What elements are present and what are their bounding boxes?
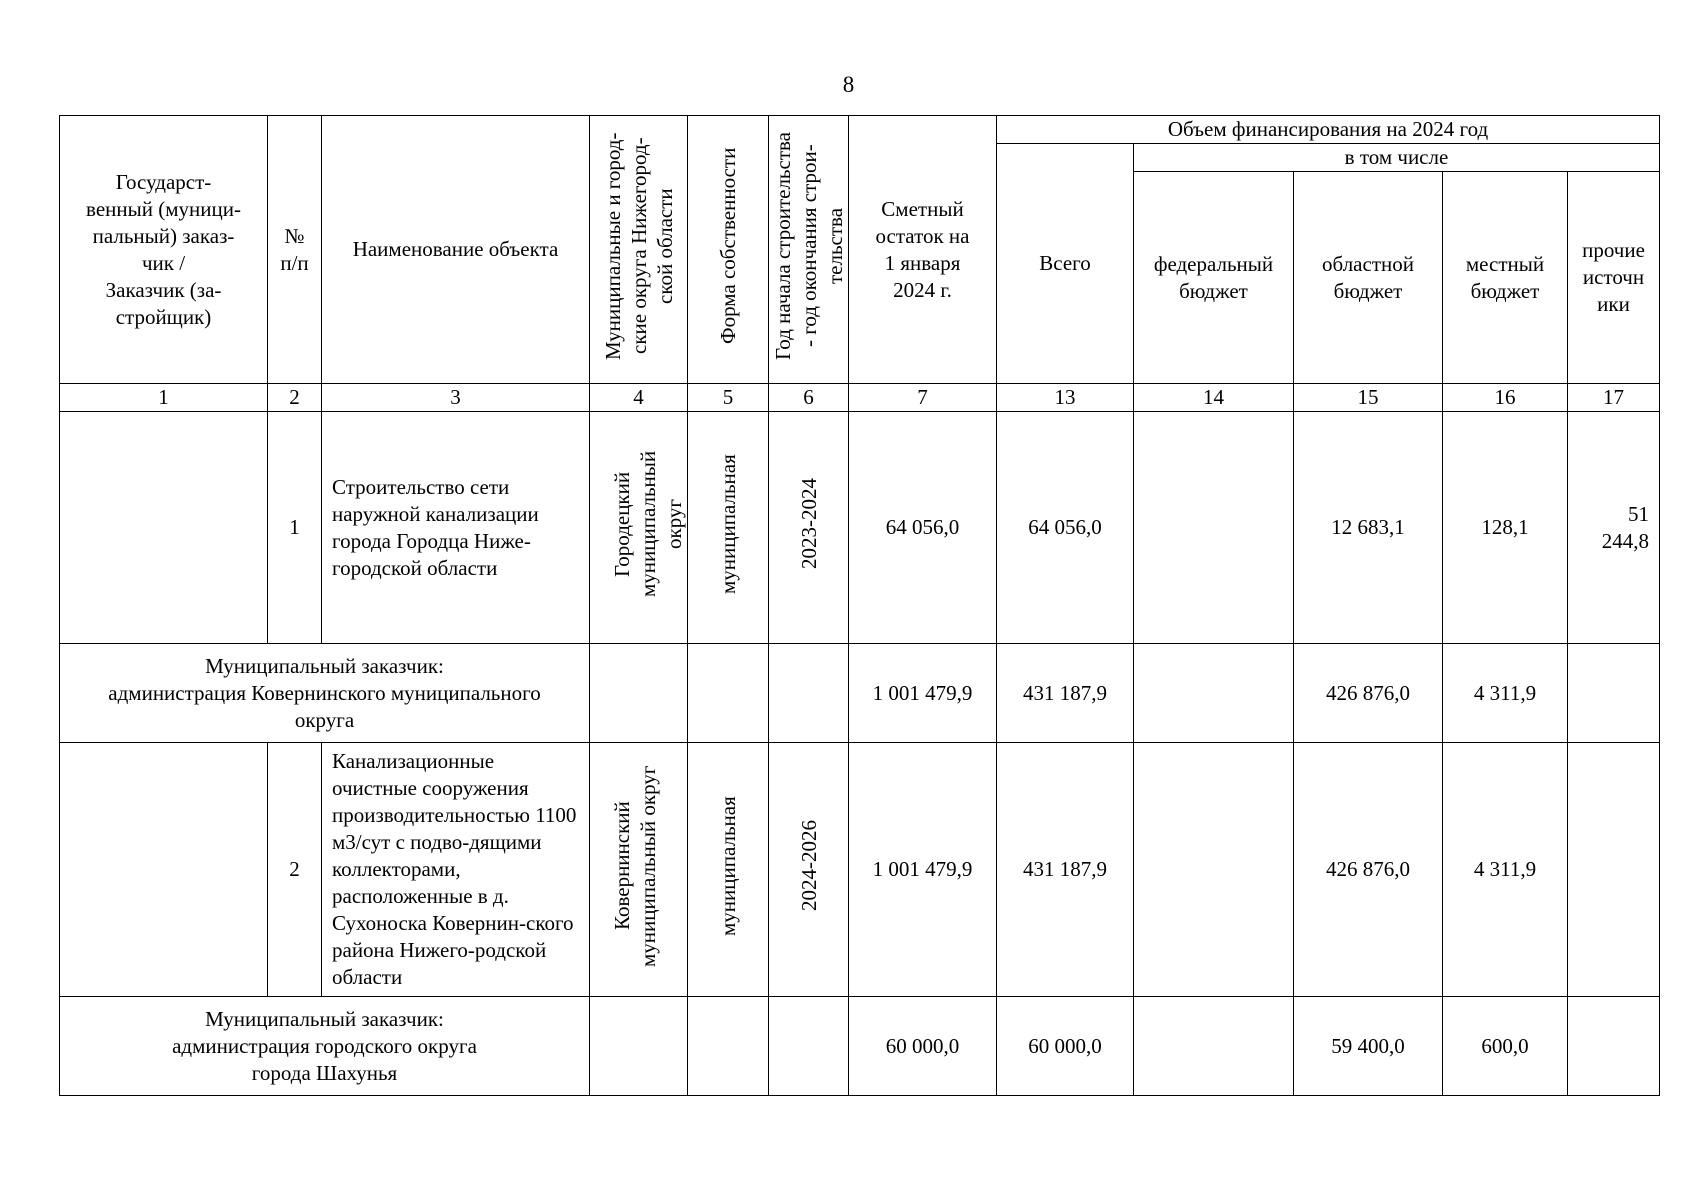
header-number: № п/п <box>268 116 322 384</box>
empty-cell <box>769 644 849 743</box>
federal <box>1134 412 1294 644</box>
empty-cell <box>688 997 769 1096</box>
col-number: 15 <box>1294 384 1443 412</box>
customer-cell <box>60 412 268 644</box>
total: 60 000,0 <box>997 997 1134 1096</box>
ownership: муниципальная <box>716 454 740 594</box>
years-cell <box>769 743 849 997</box>
header-ownership-cell <box>688 116 769 384</box>
col-number: 17 <box>1568 384 1660 412</box>
object-name: Канализационные очистные сооружения производительностью 1100 м3/сут с подво-дящими коллекторами, расположенные в д. Сухоноска Ковернин-ского района Нижего-родской области <box>322 743 590 997</box>
local: 128,1 <box>1443 412 1568 644</box>
row-number: 1 <box>268 412 322 644</box>
col-number: 5 <box>688 384 769 412</box>
federal <box>1134 997 1294 1096</box>
empty-cell <box>769 997 849 1096</box>
header-ownership: Форма собственности <box>716 147 740 345</box>
other <box>1568 644 1660 743</box>
other <box>1568 743 1660 997</box>
federal <box>1134 743 1294 997</box>
col-number: 6 <box>769 384 849 412</box>
total: 431 187,9 <box>997 644 1134 743</box>
regional: 12 683,1 <box>1294 412 1443 644</box>
years: 2023-2024 <box>796 478 821 570</box>
header-object-name: Наименование объекта <box>322 116 590 384</box>
regional: 59 400,0 <box>1294 997 1443 1096</box>
customer-row <box>60 644 1660 743</box>
col-number: 7 <box>849 384 997 412</box>
municipality: Ковернинский муниципальный округ <box>609 765 660 967</box>
page-number: 8 <box>842 72 855 97</box>
financing-table <box>59 115 1660 1096</box>
remainder: 1 001 479,9 <box>849 743 997 997</box>
header-total: Всего <box>997 144 1134 384</box>
regional: 426 876,0 <box>1294 644 1443 743</box>
local: 4 311,9 <box>1443 743 1568 997</box>
empty-cell <box>590 997 688 1096</box>
object-name: Строительство сети наружной канализации города Городца Ниже-городской области <box>322 412 590 644</box>
col-number: 14 <box>1134 384 1294 412</box>
header-including: в том числе <box>1134 144 1660 172</box>
municipality: Городецкий муниципальный округ <box>609 450 686 598</box>
local: 600,0 <box>1443 997 1568 1096</box>
table-row <box>60 743 1660 997</box>
header-years-cell <box>769 116 849 384</box>
municipality-cell <box>590 743 688 997</box>
remainder: 60 000,0 <box>849 997 997 1096</box>
other <box>1568 997 1660 1096</box>
header-federal: федеральный бюджет <box>1134 172 1294 384</box>
header-other: прочие источн ики <box>1568 172 1660 384</box>
header-customer: Государст- венный (муници- пальный) заказ- чик / Заказчик (за- стройщик) <box>60 116 268 384</box>
header-remainder: Сметный остаток на 1 января 2024 г. <box>849 116 997 384</box>
empty-cell <box>590 644 688 743</box>
local: 4 311,9 <box>1443 644 1568 743</box>
other: 51 244,8 <box>1568 412 1660 644</box>
col-number: 3 <box>322 384 590 412</box>
customer-cell <box>60 743 268 997</box>
header-row-1 <box>60 116 1660 144</box>
header-years: Год начала строительства - год окончания строи- тельства <box>770 132 847 360</box>
total: 64 056,0 <box>997 412 1134 644</box>
header-local: местный бюджет <box>1443 172 1568 384</box>
column-numbers-row <box>60 384 1660 412</box>
header-funding: Объем финансирования на 2024 год <box>997 116 1660 144</box>
customer-row <box>60 997 1660 1096</box>
federal <box>1134 644 1294 743</box>
remainder: 64 056,0 <box>849 412 997 644</box>
header-municipality-cell <box>590 116 688 384</box>
years-cell <box>769 412 849 644</box>
customer-name: Муниципальный заказчик: администрация Ковернинского муниципального округа <box>60 644 590 743</box>
col-number: 13 <box>997 384 1134 412</box>
regional: 426 876,0 <box>1294 743 1443 997</box>
ownership-cell <box>688 743 769 997</box>
header-municipality: Муниципальные и город- ские округа Нижегород- ской области <box>600 132 677 360</box>
empty-cell <box>688 644 769 743</box>
col-number: 16 <box>1443 384 1568 412</box>
customer-name: Муниципальный заказчик: администрация городского округа города Шахунья <box>60 997 590 1096</box>
ownership-cell <box>688 412 769 644</box>
total: 431 187,9 <box>997 743 1134 997</box>
table-row <box>60 412 1660 644</box>
municipality-cell <box>590 412 688 644</box>
ownership: муниципальная <box>716 796 740 936</box>
col-number: 2 <box>268 384 322 412</box>
remainder: 1 001 479,9 <box>849 644 997 743</box>
col-number: 1 <box>60 384 268 412</box>
col-number: 4 <box>590 384 688 412</box>
row-number: 2 <box>268 743 322 997</box>
header-regional: областной бюджет <box>1294 172 1443 384</box>
years: 2024-2026 <box>796 820 821 912</box>
